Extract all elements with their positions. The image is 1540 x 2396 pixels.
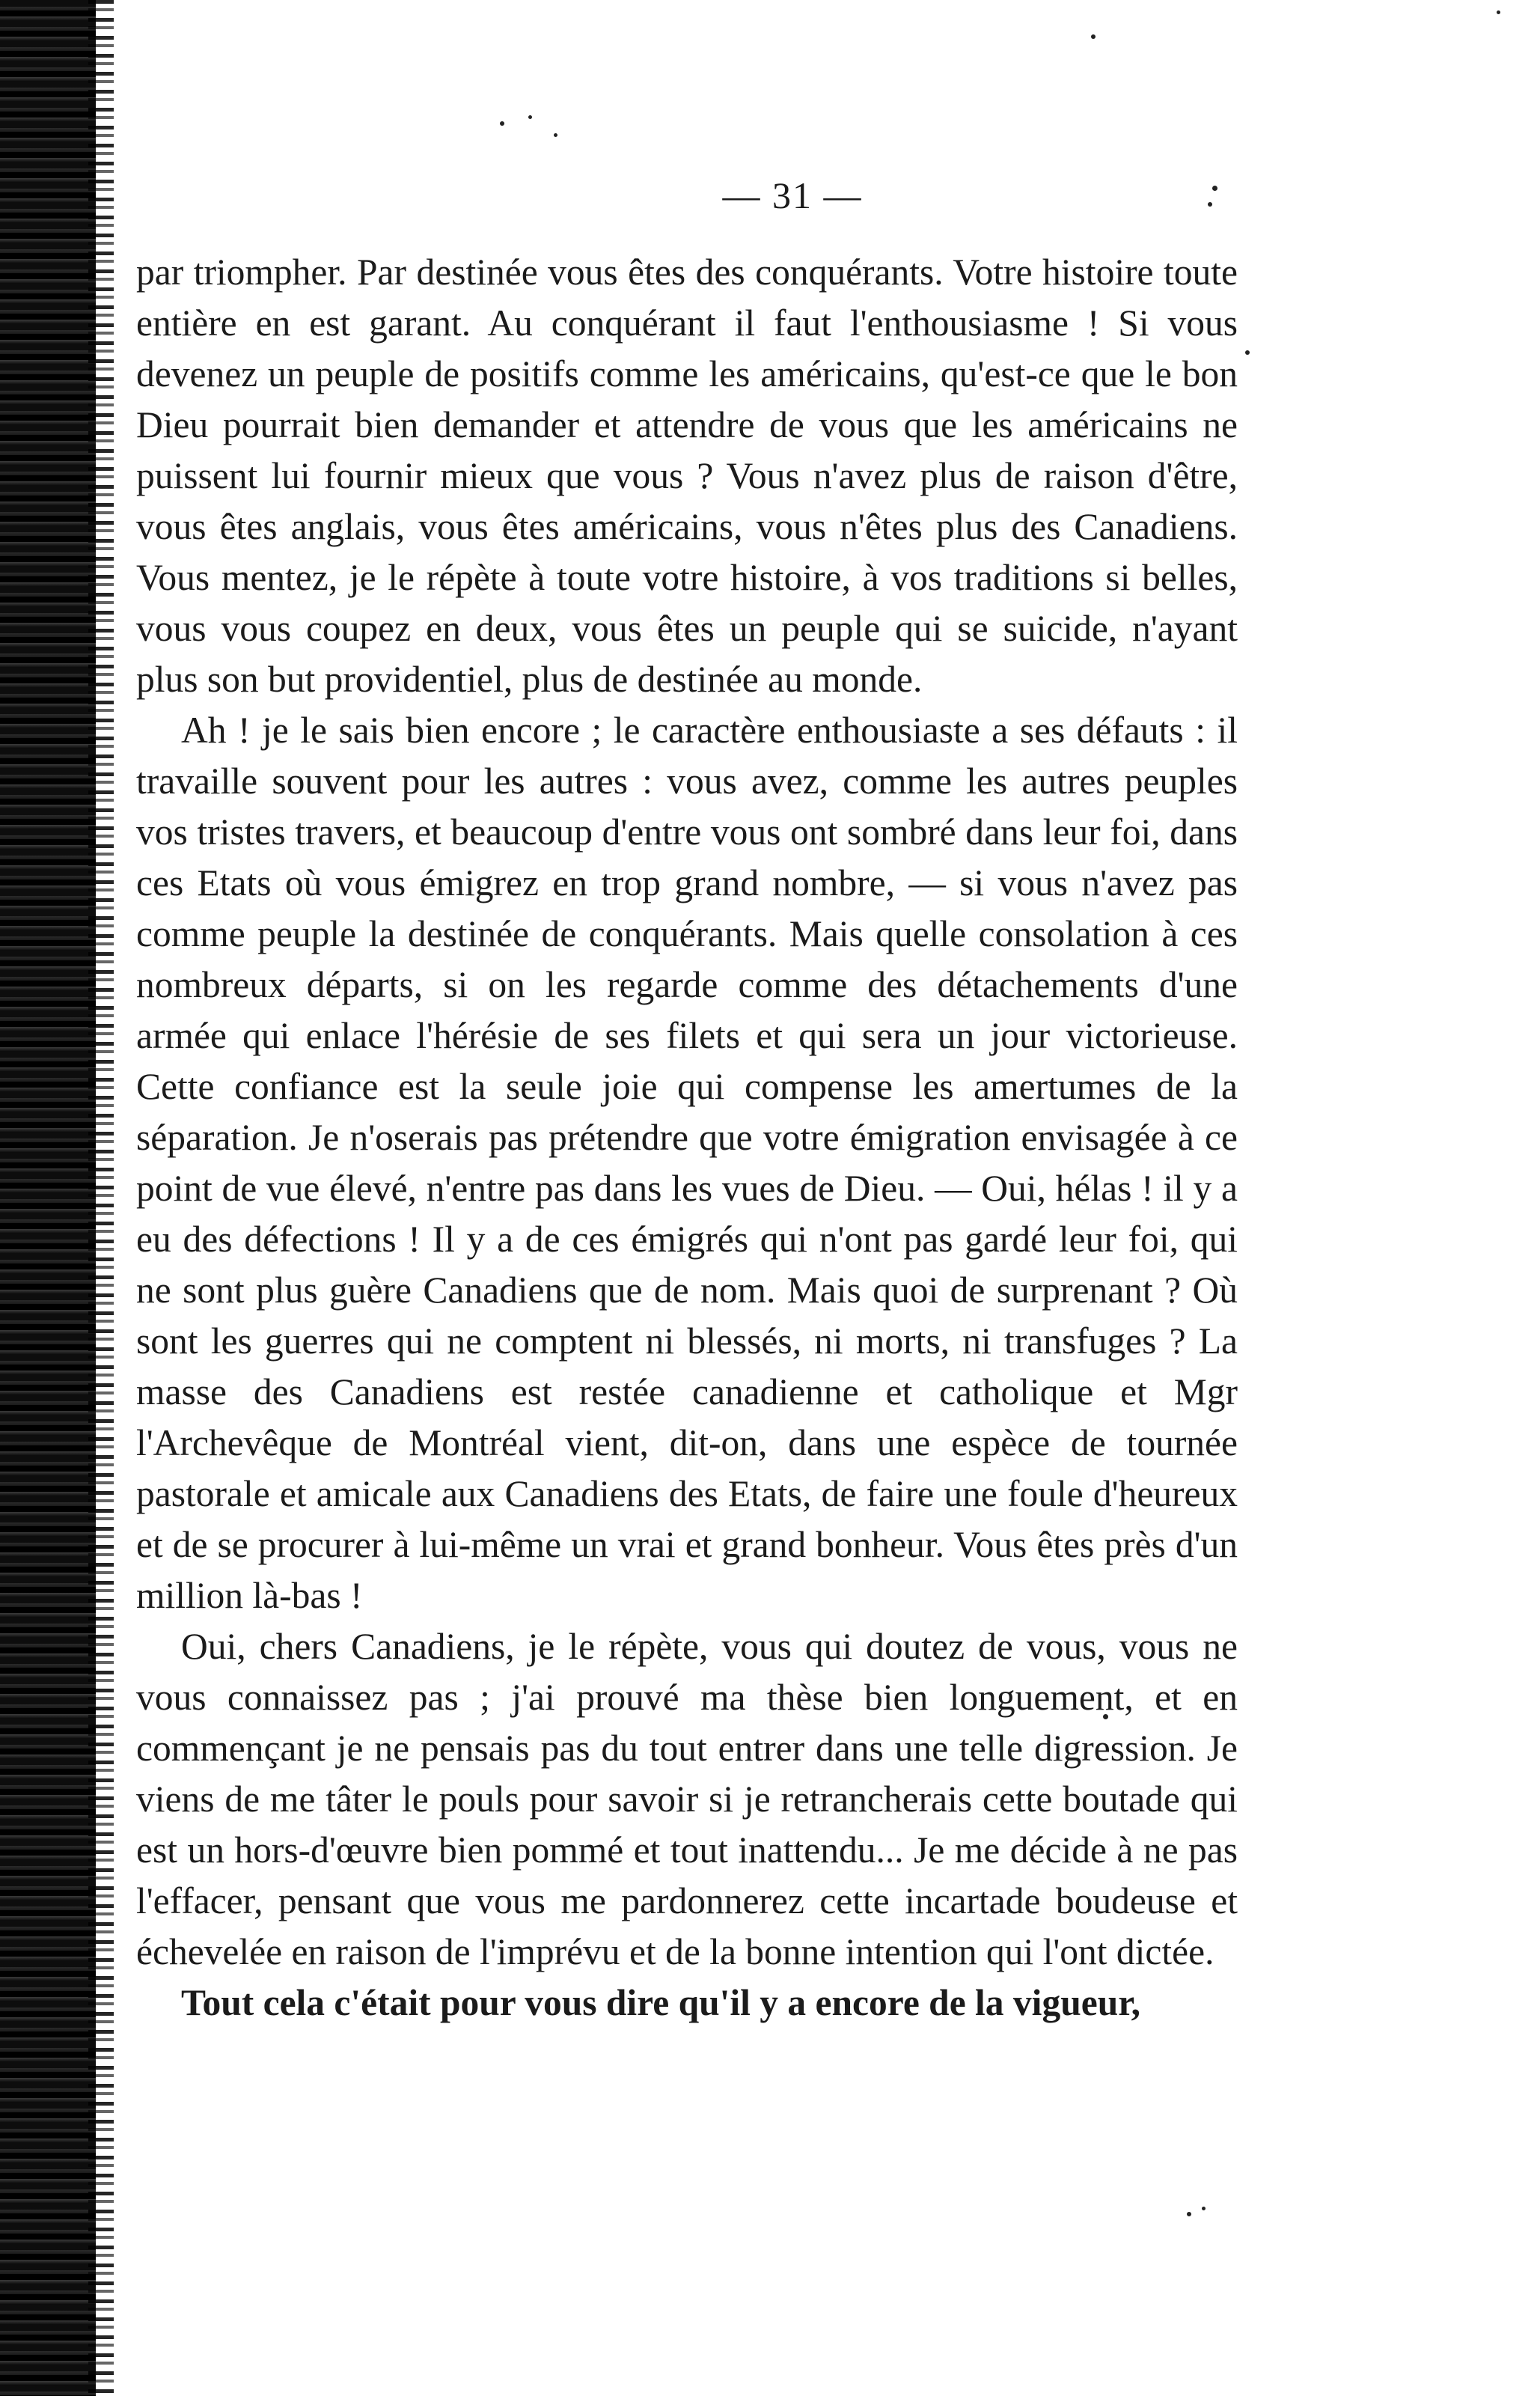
- scan-speck: [1091, 34, 1096, 39]
- paragraph: Tout cela c'était pour vous dire qu'il y a encore de la vigueur,: [181, 1982, 1141, 2023]
- scan-binding-edge: [0, 0, 96, 2396]
- paragraph: Oui, chers Canadiens, je le répète, vous qui doutez de vous, vous ne vous connaissez pas ; j'ai prouvé ma thèse bien longuement, et en commençant je ne pensais pas du tout entrer dans une telle digression. Je viens de me tâter le pouls pour savoir si je retrancherais cette boutade qui est un hors-d'œuvre bien pommé et tout inattendu... Je me décide à ne pas l'effacer, pensant que vous me pardonnerez cette incartade boudeuse et échevelée en raison de l'imprévu et de la bonne intention qui l'ont dictée.: [136, 1626, 1238, 1972]
- page-number: [0, 174, 1540, 217]
- scan-speck: [1202, 2207, 1206, 2210]
- page-number-text: — 31 —: [722, 174, 863, 216]
- scan-speck: [1245, 350, 1250, 355]
- paragraph: Ah ! je le sais bien encore ; le caractère enthousiaste a ses défauts : il travaille souvent pour les autres : vous avez, comme les autres peuples vos tristes travers, et beaucoup d'entre vous ont sombré dans leur foi, dans ces Etats où vous émigrez en trop grand nombre, — si vous n'avez pas comme peuple la destinée de conquérants. Mais quelle consolation à ces nombreux départs, si on les regarde comme des détachements d'une armée qui enlace l'hérésie de ses filets et qui sera un jour victorieuse. Cette confiance est la seule joie qui compense les amertumes de la séparation. Je n'oserais pas prétendre que votre émigration envisagée à ce point de vue élevé, n'entre pas dans les vues de Dieu. — Oui, hélas ! il y a eu des défections ! Il y a de ces émigrés qui n'ont pas gardé leur foi, qui ne sont plus guère Canadiens que de nom. Mais quoi de surprenant ? Où sont les guerres qui ne comptent ni blessés, ni morts, ni transfuges ? La masse des Canadiens est restée canadienne et catholique et Mgr l'Archevêque de Montréal vient, dit-on, dans une espèce de tournée pastorale et amicale aux Canadiens des Etats, de faire une foule d'heureux et de se procurer à lui-même un vrai et grand bonheur. Vous êtes près d'un million là-bas !: [136, 710, 1238, 1616]
- body-text: [136, 247, 1238, 2028]
- scan-speck: [1187, 2212, 1191, 2216]
- scan-binding-fringe: [88, 0, 114, 2396]
- scan-speck: [1497, 10, 1500, 14]
- scan-speck: [500, 121, 504, 126]
- paragraph: par triompher. Par destinée vous êtes des conquérants. Votre histoire toute entière en est garant. Au conquérant il faut l'enthousiasme ! Si vous devenez un peuple de positifs comme les américains, qu'est-ce que le bon Dieu pourrait bien demander et attendre de vous que les américains ne puissent lui fournir mieux que vous ? Vous n'avez plus de raison d'être, vous êtes anglais, vous êtes américains, vous n'êtes plus des Canadiens. Vous mentez, je le répète à toute votre histoire, à vos traditions si belles, vous vous coupez en deux, vous êtes un peuple qui se suicide, n'ayant plus son but providentiel, plus de destinée au monde.: [136, 252, 1238, 700]
- scan-speck: [554, 133, 557, 137]
- scan-speck: [528, 115, 532, 119]
